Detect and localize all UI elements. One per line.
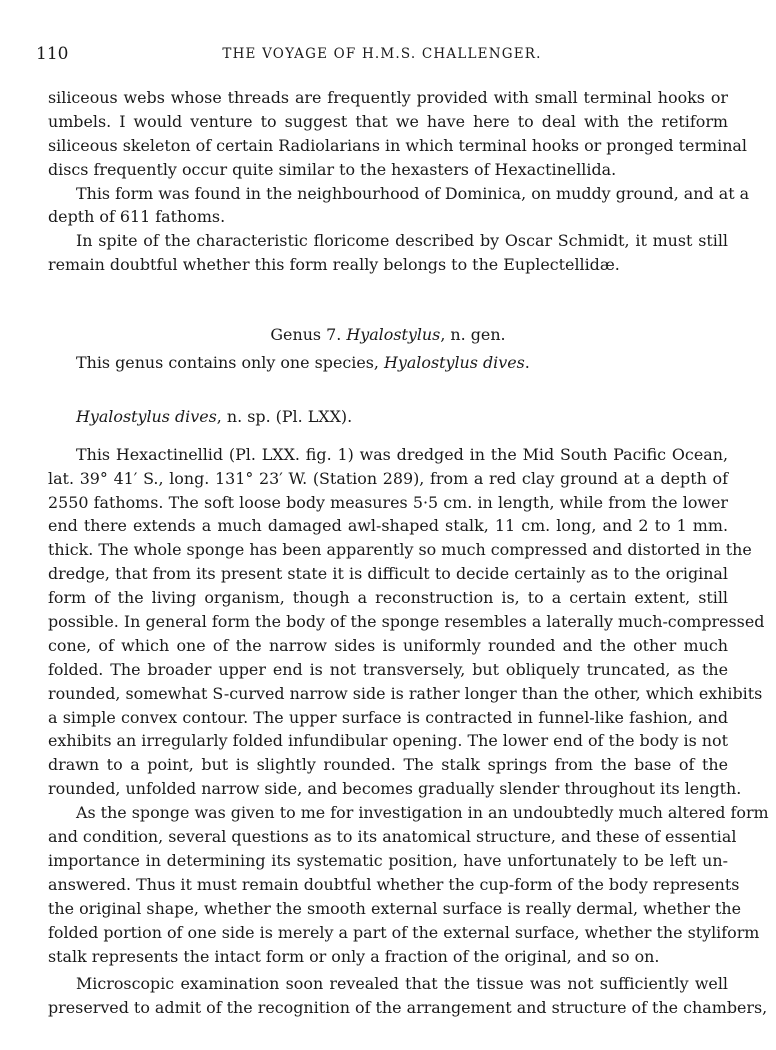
text-line: drawn to a point, but is slightly rounded. The stalk springs from the base of the (48, 755, 728, 775)
text-line: discs frequently occur quite similar to the hexasters of Hexactinellida. (48, 159, 617, 179)
text-line: 2550 fathoms. The soft loose body measures 5·5 cm. in length, while from the lower (48, 492, 728, 512)
paragraph-locality (48, 182, 750, 230)
text-line: siliceous webs whose threads are frequently provided with small terminal hooks or (48, 88, 728, 107)
paragraph-description (48, 443, 765, 801)
species-name-inline: Hyalostylus dives (384, 353, 525, 373)
paragraph-questions (48, 801, 769, 968)
text-line: As the sponge was given to me for investigation in an undoubtedly much altered form (76, 803, 769, 823)
text-line: rounded, unfolded narrow side, and becomes gradually slender throughout its length. (48, 779, 742, 799)
page-number: 110 (36, 44, 69, 64)
text-line: and condition, several questions as to its anatomical structure, and these of essential (48, 827, 737, 847)
text-line: lat. 39° 41′ S., long. 131° 23′ W. (Station 289), from a red clay ground at a depth of (48, 468, 728, 488)
genus-heading (48, 323, 728, 347)
text-line: possible. In general form the body of the sponge resembles a laterally much-compressed (48, 612, 765, 632)
text-line: importance in determining its systematic position, have unfortunately to be left un- (48, 850, 728, 870)
paragraph-microscopic (48, 972, 768, 1020)
species-name: Hyalostylus dives (76, 406, 217, 426)
text-line: cone, of which one of the narrow sides is uniformly rounded and the other much (48, 635, 728, 655)
text-line: rounded, somewhat S-curved narrow side is rather longer than the other, which exhibits (48, 683, 763, 703)
genus-note-suffix: . (524, 353, 530, 373)
text-line: exhibits an irregularly folded infundibular opening. The lower end of the body is not (48, 731, 728, 751)
text-line: preserved to admit of the recognition of the arrangement and structure of the chambers, (48, 998, 768, 1018)
text-line: Microscopic examination soon revealed that the tissue was not sufficiently well (76, 974, 728, 994)
text-line: This form was found in the neighbourhood of Dominica, on muddy ground, and at a (76, 183, 750, 203)
text-line: folded portion of one side is merely a part of the external surface, whether the styliform (48, 922, 760, 942)
species-heading-suffix: , n. sp. (Pl. LXX). (216, 406, 353, 426)
genus-note-prefix: This genus contains only one species, (76, 353, 384, 373)
text-line: umbels. I would venture to suggest that we have here to deal with the retiform (48, 111, 728, 131)
page-body (48, 86, 769, 1020)
text-line: This Hexactinellid (Pl. LXX. fig. 1) was dredged in the Mid South Pacific Ocean, (76, 444, 728, 464)
text-line: dredge, that from its present state it is difficult to decide certainly as to the original (48, 564, 728, 584)
text-line: folded. The broader upper end is not transversely, but obliquely truncated, as the (48, 659, 728, 679)
species-heading (48, 405, 728, 429)
text-line: In spite of the characteristic floricome described by Oscar Schmidt, it must still (76, 231, 728, 251)
text-line: depth of 611 fathoms. (48, 207, 226, 227)
text-line: answered. Thus it must remain doubtful whether the cup-form of the body represents (48, 874, 740, 894)
genus-name: Hyalostylus (346, 325, 441, 345)
paragraph-doubt (48, 229, 728, 277)
text-line: stalk represents the intact form or only a fraction of the original, and so on. (48, 946, 660, 966)
text-line: the original shape, whether the smooth external surface is really dermal, whether the (48, 898, 742, 918)
text-line: end there extends a much damaged awl-shaped stalk, 11 cm. long, and 2 to 1 mm. (48, 516, 728, 536)
genus-heading-suffix: , n. gen. (440, 325, 506, 345)
text-line: thick. The whole sponge has been apparently so much compressed and distorted in the (48, 540, 752, 560)
text-line: form of the living organism, though a reconstruction is, to a certain extent, still (48, 588, 728, 608)
text-line: remain doubtful whether this form really belongs to the Euplectellidæ. (48, 255, 620, 275)
running-title: THE VOYAGE OF H.M.S. CHALLENGER. (222, 46, 542, 62)
page-header (36, 44, 728, 68)
genus-heading-prefix: Genus 7. (270, 325, 347, 345)
text-line: siliceous skeleton of certain Radiolarians in which terminal hooks or pronged terminal (48, 135, 747, 155)
text-line: a simple convex contour. The upper surface is contracted in funnel-like fashion, and (48, 707, 728, 727)
genus-note (48, 351, 728, 375)
paragraph-continuation (48, 86, 747, 182)
